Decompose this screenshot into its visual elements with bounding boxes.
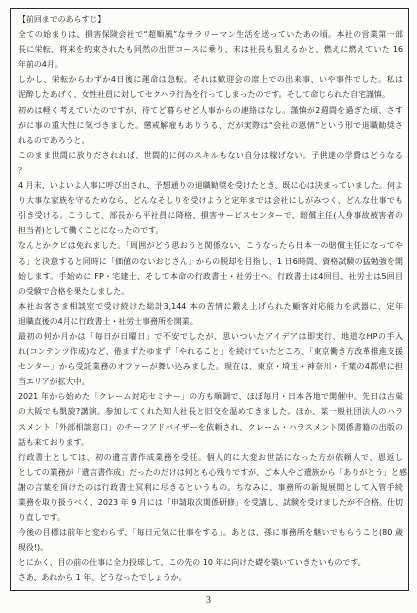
text-line: 始します。手始めに FP・宅建士、そして本命の行政書士・社労士へ。行政書士は4回目、社労士は5回目 xyxy=(18,271,403,281)
text-line: センター」から受託業務のオファーが舞い込みました。現在は、東京・埼玉・神奈川・千葉の4都県に担 xyxy=(18,362,403,372)
text-line: 長に栄転、将来を約束されたも同然の出世コースに乗り、末は社長も狙えるかと、燃えに燃えていた 16 xyxy=(18,45,403,55)
text-line: 退職直後の4月に行政書士・社労士事務所を開業。 xyxy=(18,316,198,326)
text-line: り直しです。 xyxy=(18,513,65,523)
text-line: 今後の目標は前年と変わらず、「毎日元気に仕事をする」。あとは、孫に事務所を継いでもらうこと(80 歳 xyxy=(18,528,403,538)
paragraph xyxy=(18,570,403,585)
text-line: 現役!)。 xyxy=(18,543,49,553)
text-line: れるのであろうと。 xyxy=(18,135,90,145)
paragraph xyxy=(18,299,403,329)
text-line: 本社お客さま相談室で受け続けた総計3,144 本の苦情に鍛え上げられた顧客対応能力を武器に、定年 xyxy=(18,301,403,311)
text-line: 業務を取り扱うべく、2023 年 9 月には「申請取次関係研修」を受講し、試験を受けましたが不合格。仕切 xyxy=(18,498,403,507)
paragraph xyxy=(18,238,403,298)
paragraph xyxy=(18,329,403,389)
text-line: 4 月末、いよいよ人事に呼び出され、予想通りの退職勧奨を受けたとき、既に心は決まっていました。何よ xyxy=(18,181,403,191)
paragraph xyxy=(18,103,403,148)
summary-box xyxy=(10,8,409,591)
text-line: なんとかクビは免れました。「周囲がどう思おうと関係ない、こうなったら日本一の賠償主任になってや xyxy=(18,241,403,251)
text-line: このまま世間に放りだされれば、世間的に何のスキルもない自分は稼げない。子供達の学費はどうなる xyxy=(18,150,403,160)
text-line: 担当者)として働くことになったのです。 xyxy=(18,226,164,236)
page-number: 3 xyxy=(206,595,211,606)
text-line: の受験で合格を果たしました。 xyxy=(18,286,130,296)
paragraph xyxy=(18,27,403,72)
text-line: ？ xyxy=(18,165,26,175)
text-line: さあ、あれから 1 年、どうなったでしょうか。 xyxy=(18,573,187,583)
text-line: 行政書士としては、初の遺言書作成業務を受任。個人的に大変お世話になった方が依頼人で、恩返し xyxy=(18,452,403,462)
text-line: 2021 年から始めた「クレーム対応セミナー」の方も順調で、ほぼ毎月・日本各地で開催中。先日は古巣 xyxy=(18,392,403,402)
text-line: 初めは軽く考えていたのですが、待てど暮らせど人事からの連絡はなし。謹慎が2週間を過ぎた頃、さす xyxy=(18,105,403,115)
text-line: 泥酔したあげく、女性社員に対してセクハラ行為を行ってしまったのです。そして命じられた自宅謹慎。 xyxy=(18,90,390,100)
text-line: 謝の言葉を頂けたのは行政書士冥利に尽きるというもの。ちなみに、事務所の新規展開として入管手続 xyxy=(18,482,403,492)
paragraph xyxy=(18,178,403,238)
text-line: 年前の4月。 xyxy=(18,60,63,70)
text-line: スメント「外部相談窓口」のチーフアドバイザーを依頼され、クレーム・ハラスメント関係書籍の出版の xyxy=(18,422,403,432)
paragraph xyxy=(18,72,403,102)
paragraph xyxy=(18,555,403,570)
text-line: の大阪でも凱旋?講演。参加してくれた知人社長と旧交を温めてきました。ほか、某一般社団法人のハラ xyxy=(18,407,403,417)
text-line: としての業務が「遺言書作成」だったのだけは何とも心残りですが、ご本人やご遺族から「ありがとう」と感 xyxy=(18,467,407,477)
text-line: 当エリアが拡大中。 xyxy=(18,377,90,387)
text-line: る」と決意すると同時に「価値のないおじさん」からの脱却を目指し、1 日6時間、資格試験の猛勉強を開 xyxy=(18,256,403,266)
paragraph xyxy=(18,148,403,178)
text-line: 全ての始まりは、損害保険会社で“超順風”なサラリーマン生活を送っていたあの頃。本社の営業第一部 xyxy=(18,30,403,40)
paragraph xyxy=(18,389,403,449)
text-line: しかし、栄転からわずか4日後に運命は急転。それは歓迎会の席上での出来事、いや事件でした。私は xyxy=(18,75,403,85)
text-line: れ(コンテンツ作成)など、倦まずたゆまず「やれること」を続けていたところ、「東京働き方改革推進支援 xyxy=(18,347,403,357)
text-line: り大事な家族を守るためなら、どんなそしりを受けようと定年までは会社にしがみつく、どんな仕事でも xyxy=(18,196,403,206)
paragraph xyxy=(18,450,407,525)
section-heading: 【前回までのあらすじ】 xyxy=(18,15,106,24)
text-line: 話も来ております。 xyxy=(18,437,89,447)
text-line: とにかく、目の前の仕事に全力投球して、この先の 10 年に向けた礎を築いていきたいものです。 xyxy=(18,558,366,568)
text-line: 最初の何か月かは「毎日が日曜日」で不安でしたが、思いついたアイデアは即実行、地道なHPの手入 xyxy=(18,331,403,341)
text-line: がに事の重大性に気づきました。懲戒解雇もありうる、だが実際は“会社の恩情”という形で退職勧奨さ xyxy=(18,120,403,130)
text-line: 引き受ける。こうして、部長から平社員に降格、損害サービスセンターで、賠償主任(人身事故被害者の xyxy=(18,211,403,221)
paragraph xyxy=(18,525,403,555)
